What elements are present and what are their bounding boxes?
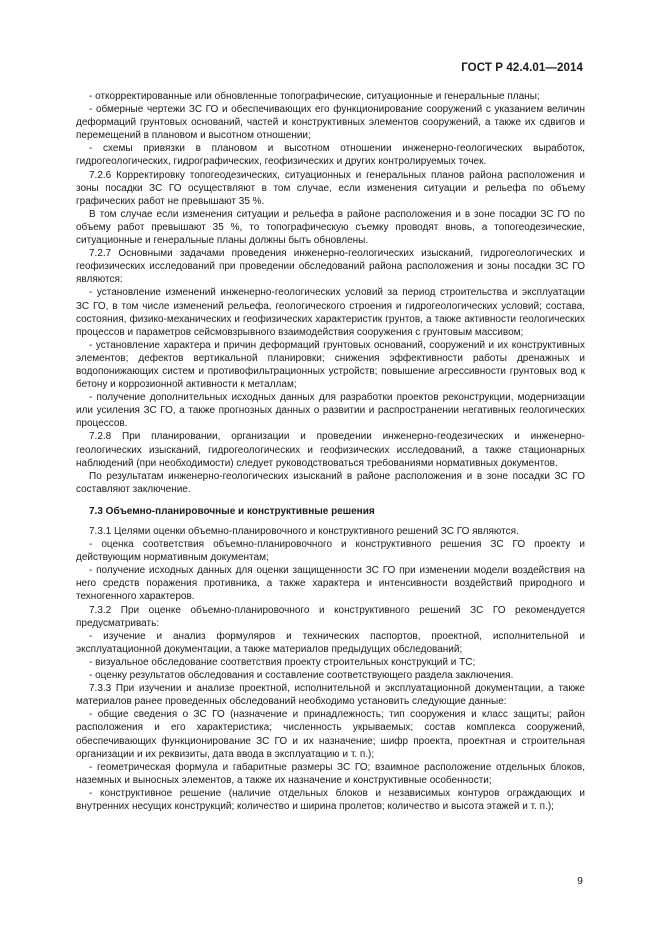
section-heading: 7.3 Объемно-планировочные и конструктивные решения <box>89 505 375 517</box>
paragraph: 7.3.3 При изучении и анализе проектной, исполнительной и эксплуатационной документации, а также материалов ранее проведенных обследований необходимо установить следующие данные: <box>76 683 585 708</box>
paragraph: - установление характера и причин деформаций грунтовых оснований, сооружений и их конструктивных элементов; дефектов вертикальной планировки; снижения эффективности работы дренажных и водопонижающих систем и противофильтрационных устройств; повышение агрессивности грунтовых вод к бетону и коррозионной активности к металлам; <box>76 339 585 391</box>
paragraph: - установление изменений инженерно-геологических условий за период строительства и эксплуатации ЗС ГО, в том числе изменений рельефа, геологического строения и гидрогеологических условий; состава, состояния, физико-механических и геофизических характеристик грунтов, а также активности геологических процессов и параметров сейсмовзрывного взаимодействия сооружения с грунтовым массивом; <box>76 287 585 338</box>
paragraph: - получение дополнительных исходных данных для разработки проектов реконструкции, модернизации или усиления ЗС ГО, а также прогнозных данных о развитии и распространении негативных геологических процессов. <box>76 392 585 430</box>
paragraph: 7.2.7 Основными задачами проведения инженерно-геологических изысканий, гидрогеологических и геофизических исследований при проведении обследований района расположения и зоны посадки ЗС ГО являются: <box>76 248 585 286</box>
paragraph: 7.2.8 При планировании, организации и проведении инженерно-геодезических и инженерно-геологических изысканий, гидрогеологических и геофизических исследований, а также стационарных наблюдений (при необходимости) следует руководствоваться требованиями нормативных документов. <box>76 431 585 469</box>
paragraph: - визуальное обследование соответствия проекту строительных конструкций и ТС; <box>89 656 476 668</box>
paragraph: - схемы привязки в плановом и высотном отношении инженерно-геологических выработок, гидрогеологических, гидрографических, геофизических и других контролируемых точек. <box>76 143 585 168</box>
paragraph: - получение исходных данных для оценки защищенности ЗС ГО при изменении модели воздействия на него средств поражения противника, а также характера и интенсивности воздействий природного и техногенного характеров. <box>76 565 585 603</box>
paragraph: - оценку результатов обследования и составление соответствующего раздела заключения. <box>89 670 514 682</box>
paragraph: - обмерные чертежи ЗС ГО и обеспечивающих его функционирование сооружений с указанием величин деформаций грунтовых оснований, частей и конструктивных элементов сооружений, а также их сдвигов и перемещений в плановом и высотном отношении; <box>76 104 585 142</box>
paragraph: - геометрическая формула и габаритные размеры ЗС ГО; взаимное расположение отдельных блоков, наземных и выносных элементов, а также их назначение и конструктивные особенности; <box>76 761 585 786</box>
paragraph: В том случае если изменения ситуации и рельефа в районе расположения и в зоне посадки ЗС ГО по объему работ превышают 35 %, то топографическую съемку проводят вновь, а топогеодезические, ситуационные и генеральные планы должны быть обновлены. <box>76 208 585 247</box>
paragraph: - конструктивное решение (наличие отдельных блоков и независимых контуров ограждающих и внутренних несущих конструкций; количество и ширина пролетов; количество и высота этажей и т. п.); <box>76 787 585 812</box>
document-header: ГОСТ Р 42.4.01—2014 <box>461 62 583 74</box>
document-body <box>76 90 585 813</box>
paragraph: 7.3.2 При оценке объемно-планировочного и конструктивного решений ЗС ГО рекомендуется предусматривать: <box>76 604 585 629</box>
paragraph: 7.2.6 Корректировку топогеодезических, ситуационных и генеральных планов района расположения и зоны посадки ЗС ГО осуществляют в том случае, если изменения ситуации и рельефа по объему графических работ не превышают 35 %. <box>76 169 585 207</box>
paragraph: - оценка соответствия объемно-планировочного и конструктивного решения ЗС ГО проекту и действующим нормативным документам; <box>76 539 585 564</box>
paragraph: - изучение и анализ формуляров и технических паспортов, проектной, исполнительной и эксплуатационной документации, а также материалов предыдущих обследований; <box>76 630 585 655</box>
paragraph: - общие сведения о ЗС ГО (назначение и принадлежность; тип сооружения и класс защиты; район расположения и его характеристика; численность укрываемых; состав комплекса сооружений, обеспечивающих функционирование ЗС ГО и их назначение; шифр проекта, проектная и строительная организации и их реквизиты, дата ввода в эксплуатацию и т. п.); <box>76 709 585 760</box>
paragraph: По результатам инженерно-геологических изысканий в районе расположения и в зоне посадки ЗС ГО составляют заключение. <box>76 470 585 495</box>
page-number: 9 <box>577 875 583 887</box>
paragraph: - откорректированные или обновленные топографические, ситуационные и генеральные планы; <box>89 91 540 102</box>
paragraph: 7.3.1 Целями оценки объемно-планировочного и конструктивного решений ЗС ГО являются. <box>89 526 519 537</box>
